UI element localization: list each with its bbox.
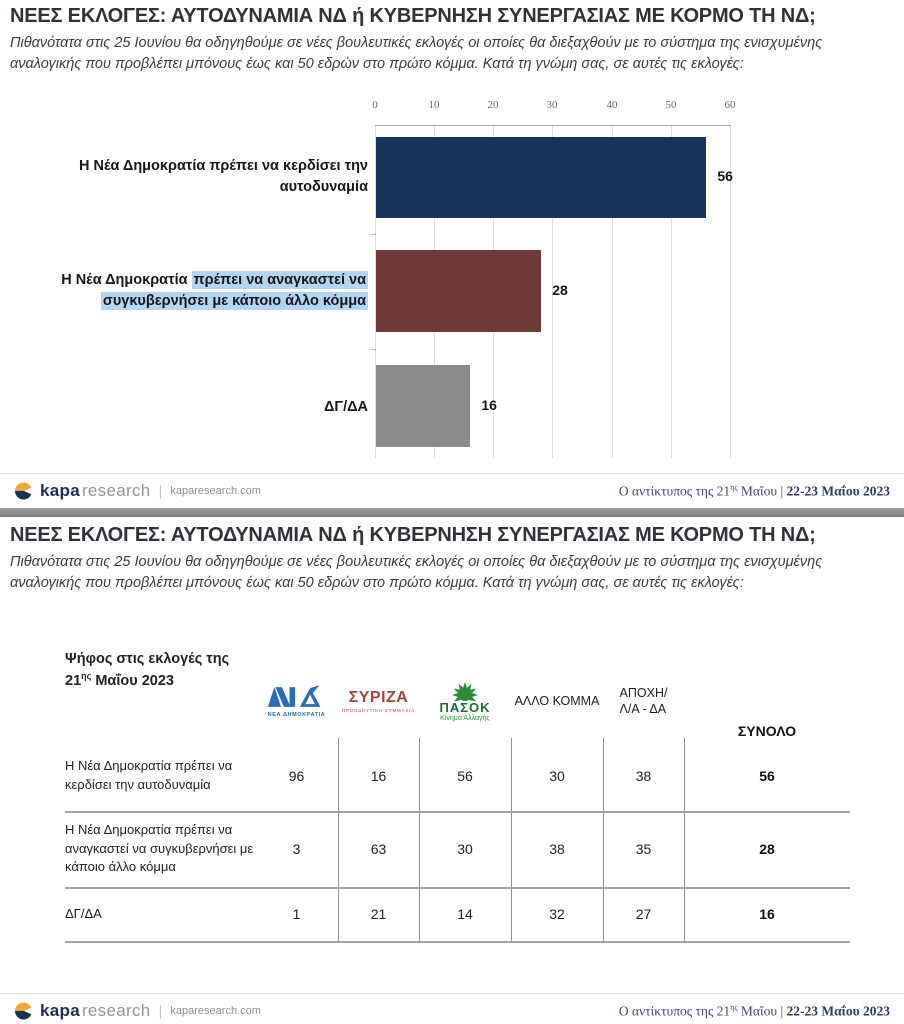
source-text: Μαΐου (737, 483, 778, 499)
pasok-logo-text: ΠΑΣΟΚ (439, 699, 491, 715)
cell-other: 38 (549, 841, 565, 857)
cell-syriza: 21 (370, 906, 387, 922)
kapa-research-brand (14, 481, 261, 501)
column-header-total: ΣΥΝΟΛΟ (737, 723, 797, 739)
source-text: Ο αντίκτυπος της 21 (618, 1003, 731, 1019)
source-date: 22-23 Μαΐου 2023 (786, 483, 890, 499)
source-superscript: ης (730, 1002, 738, 1012)
cell-syriza: 16 (370, 767, 387, 784)
panel2-subtitle: Πιθανότατα στις 25 Ιουνίου θα οδηγηθούμε σε νέες βουλευτικές εκλογές οι οποίες θα διεξαχθούν με το σύστημα της ενισχυμένης αναλογικής που προβλέπει μπόνους έως και 50 εδρών στο πρώτο κόμμα. Κατά τη γνώμη σας, σε αυτές τις εκλογές: (10, 554, 823, 592)
bar-category-label-1 (0, 156, 368, 198)
bar-value-1: 56 (717, 168, 733, 184)
cell-abstain: 38 (635, 767, 652, 784)
panel2-title: ΝΕΕΣ ΕΚΛΟΓΕΣ: ΑΥΤΟΔΥΝΑΜΙΑ ΝΔ ή ΚΥΒΕΡΝΗΣΗ ΣΥΝΕΡΓΑΣΙΑΣ ΜΕ ΚΟΡΜΟ ΤΗ ΝΔ; (10, 524, 816, 546)
cat1-line2: αυτοδυναμία (279, 179, 368, 195)
bar-dgda (376, 365, 470, 447)
cat2-highlighted-text: συγκυβερνήσει με κάποιο άλλο κόμμα (102, 293, 366, 309)
cell-syriza: 63 (370, 841, 387, 857)
source-note (619, 1003, 890, 1020)
source-note (619, 483, 890, 500)
panel-divider-bar (0, 508, 904, 517)
pasok-logo-subtext: Κίνημα Αλλαγής (440, 714, 490, 722)
panel2-footer (0, 993, 904, 1024)
brand-name-light: research (81, 1001, 151, 1020)
cell-total: 16 (759, 906, 775, 922)
vote-label-line2-post: Μαΐου 2023 (91, 672, 174, 689)
abstain-line1: ΑΠΟΧΗ/ (619, 685, 668, 700)
kapa-logo-icon (14, 481, 34, 501)
cell-nd: 1 (292, 906, 301, 922)
abstain-line2: Λ/Α - ΔΑ (619, 702, 667, 716)
column-header-abstain (620, 685, 668, 718)
bar-category-label-2 (0, 270, 368, 312)
cell-pasok: 14 (457, 906, 473, 922)
brand-website: kaparesearch.com (170, 1005, 261, 1017)
cell-abstain: 27 (635, 906, 652, 922)
crosstab-table (45, 645, 850, 945)
cell-pasok: 56 (457, 767, 473, 784)
bar-category-label-3 (0, 397, 368, 418)
x-tick-10: 10 (428, 99, 440, 111)
brand-website: kaparesearch.com (170, 485, 261, 497)
x-tick-50: 50 (665, 99, 677, 111)
brand-separator: | (158, 482, 163, 500)
nd-logo-subtext: ΝΕΑ ΔΗΜΟΚΡΑΤΙΑ (267, 712, 326, 718)
cell-other: 32 (549, 906, 565, 922)
table-row (45, 740, 850, 811)
source-text: Μαΐου (737, 1003, 778, 1019)
source-separator: | (780, 483, 784, 499)
row-label: Η Νέα Δημοκρατία πρέπει να αναγκαστεί να συγκυβερνήσει με κάποιο άλλο κόμμα (65, 821, 254, 875)
source-date: 22-23 Μαΐου 2023 (786, 1003, 890, 1019)
bar-nd-autonomy (376, 137, 706, 218)
row-separator (65, 941, 850, 943)
x-tick-0: 0 (372, 99, 378, 111)
row-label: ΔΓ/ΔΑ (65, 905, 102, 921)
table-row (45, 813, 850, 885)
syriza-logo (342, 689, 415, 713)
source-text: Ο αντίκτυπος της 21 (618, 483, 731, 499)
panel1-title: ΝΕΕΣ ΕΚΛΟΓΕΣ: ΑΥΤΟΔΥΝΑΜΙΑ ΝΔ ή ΚΥΒΕΡΝΗΣΗ ΣΥΝΕΡΓΑΣΙΑΣ ΜΕ ΚΟΡΜΟ ΤΗ ΝΔ; (10, 5, 816, 27)
cat1-line1: Η Νέα Δημοκρατία πρέπει να κερδίσει την (78, 158, 368, 174)
vote-label-line2: 21 (65, 672, 82, 689)
vote-label-line1: Ψήφος στις εκλογές της (65, 651, 230, 667)
nd-logo-icon (266, 684, 328, 711)
x-tick-60: 60 (724, 99, 736, 111)
kapa-logo-icon (14, 1001, 34, 1021)
kapa-research-brand (14, 1001, 261, 1021)
row-label: Η Νέα Δημοκρατία πρέπει να κερδίσει την αυτοδυναμία (65, 757, 233, 792)
source-separator: | (780, 1003, 784, 1019)
cell-total: 28 (759, 841, 775, 857)
brand-name-bold: kapa (40, 1001, 80, 1020)
column-header-other-party: ΑΛΛΟ ΚΟΜΜΑ (514, 693, 600, 708)
x-tick-30: 30 (546, 99, 558, 111)
panel1-subtitle: Πιθανότατα στις 25 Ιουνίου θα οδηγηθούμε σε νέες βουλευτικές εκλογές οι οποίες θα διεξαχθούν με το σύστημα της ενισχυμένης αναλογικής που προβλέπει μπόνους έως και 50 εδρών στο πρώτο κόμμα. Κατά τη γνώμη σας, σε αυτές τις εκλογές: (10, 35, 823, 73)
cat2-highlighted-text: πρέπει να αναγκαστεί να (193, 272, 366, 288)
table-row (45, 889, 850, 939)
cell-nd: 3 (292, 841, 301, 857)
brand-separator: | (158, 1002, 163, 1020)
panel1-footer (0, 473, 904, 508)
x-axis-line (375, 125, 731, 126)
x-tick-40: 40 (606, 99, 618, 111)
source-superscript: ης (730, 482, 738, 492)
cat2-prefix: Η Νέα Δημοκρατία (61, 272, 192, 288)
pasok-logo (439, 681, 490, 722)
y-axis-tick (371, 349, 376, 350)
bar-value-2: 28 (552, 282, 568, 298)
bar-nd-coalition (376, 250, 541, 332)
cell-total: 56 (759, 767, 775, 784)
vote-label-superscript: ης (81, 670, 92, 681)
cell-nd: 96 (288, 767, 305, 784)
bar-value-3: 16 (481, 397, 497, 413)
cell-abstain: 35 (635, 841, 652, 857)
cell-other: 30 (549, 767, 565, 784)
cat3-text: ΔΓ/ΔΑ (323, 399, 368, 415)
nd-logo (266, 684, 328, 718)
table-header-row (45, 672, 850, 730)
x-tick-20: 20 (487, 99, 499, 111)
brand-name-bold: kapa (40, 481, 80, 500)
syriza-logo-text: ΣΥΡΙΖΑ (348, 689, 409, 706)
cell-pasok: 30 (457, 841, 473, 857)
y-axis-tick (371, 234, 376, 235)
brand-name-light: research (81, 481, 151, 500)
syriza-logo-subtext: ΠΡΟΟΔΕΥΤΙΚΗ ΣΥΜΜΑΧΙΑ (341, 708, 416, 713)
